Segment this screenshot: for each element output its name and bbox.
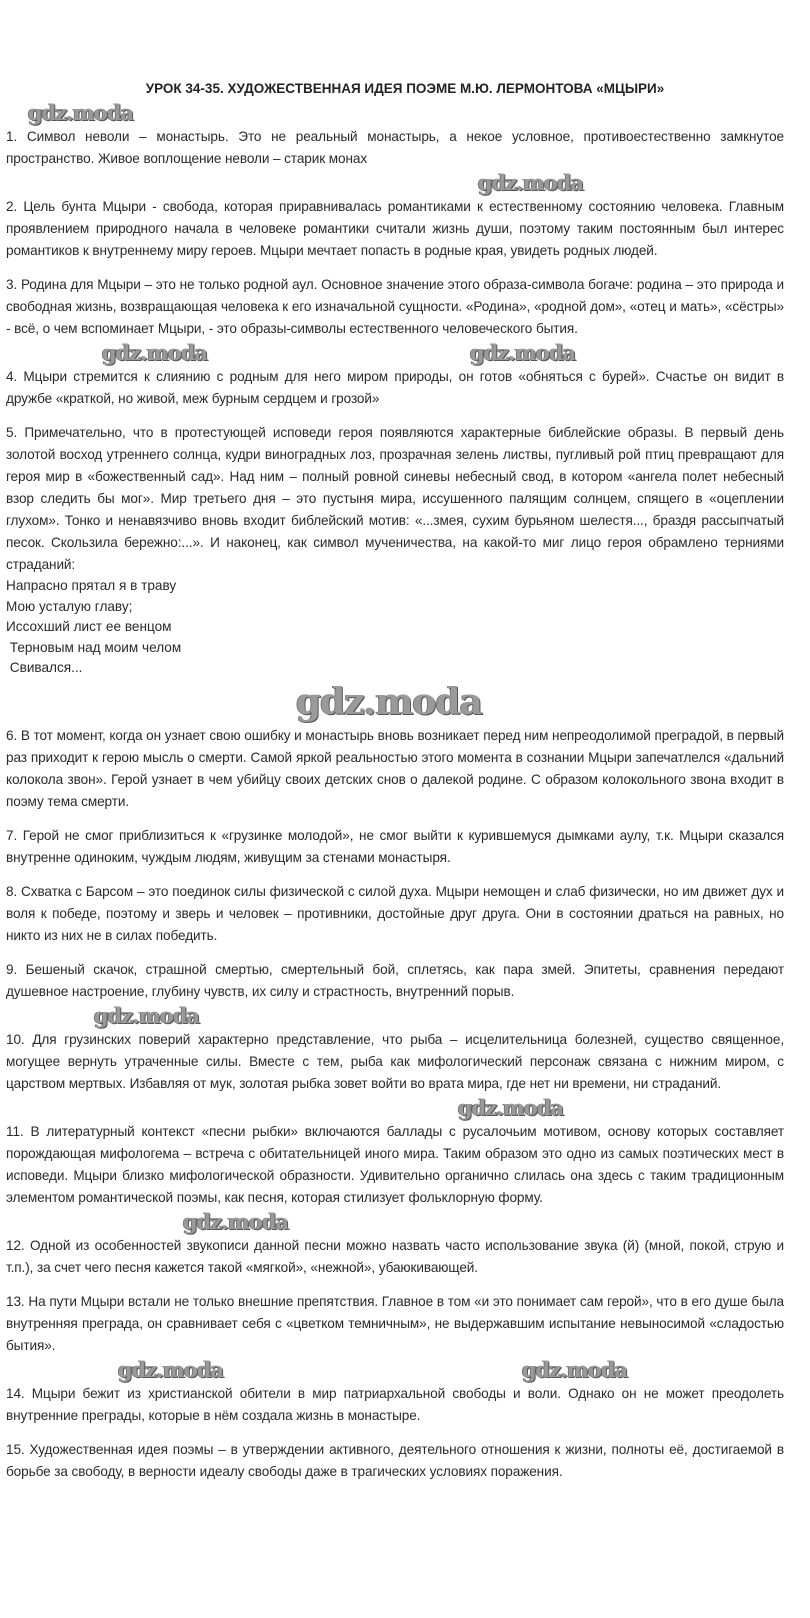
watermark-row — [6, 1209, 784, 1235]
paragraph-4: 4. Мцыри стремится к слиянию с родным для него миром природы, он готов «обняться с бурей». Счастье он видит в дружбе «краткой, но живой, меж бурным сердцем и грозой» — [6, 369, 784, 406]
poem-quote — [6, 576, 784, 679]
paragraph-9: 9. Бешеный скачок, страшной смертью, смертельный бой, сплетясь, как пара змей. Эпитеты, сравнения передают душевное настроение, глубину чувств, их силу и страстность, внутренний порыв. — [6, 961, 784, 999]
watermark: gdz.moda — [118, 1356, 224, 1382]
paragraph-8: 8. Схватка с Барсом – это поединок силы физической с силой духа. Мцыри немощен и слаб физически, но им движет дух и воля к победе, поэтому и зверь и человек – противники, достойные друг друга. Они в состоянии драться на равных, но никто из них не в силах победить. — [6, 883, 784, 943]
poem-line: Свивался... — [6, 660, 83, 675]
paragraph-3: 3. Родина для Мцыри – это не только родной аул. Основное значение этого образа-символа богаче: родина – это природа и свободная жизнь, возвращающая человека к его изначальной сущности. «Родина», «родной дом», «отец и мать», «сёстры» - всё, о чем вспоминает Мцыри, - это образы-символы естественного человеческого бытия. — [6, 277, 784, 336]
paragraph-5: 5. Примечательно, что в протестующей исповеди героя появляются характерные библейские образы. В первый день золотой восход утреннего солнца, кудри виноградных лоз, прозрачная зелень листвы, пугливый рой птиц превращают для героя мир в «божественный сад». Над ним – полный ровной синевы небесный свод, в котором «ангела полет небесный взор следить бы мог». Мир третьего дня – это пустыня мира, иссушенного палящим солнцем, спящего в «оцеплении глухом». Тонко и ненавязчиво вновь входит библейский мотив: «...змея, сухим бурьяном шелестя..., браздя рассыпчатый песок. Скользила бережно:...». И наконец, как символ мученичества, на какой-то миг лицо героя обрамлено терниями страданий: — [6, 425, 784, 572]
paragraph-1: 1. Символ неволи – монастырь. Это не реальный монастырь, а некое условное, противоестественно замкнутое пространство. Живое воплощение неволи – старик монах — [6, 129, 784, 166]
paragraph-15: 15. Художественная идея поэмы – в утверждении активного, деятельного отношения к жизни, полноты её, достигаемой в борьбе за свободу, в верности идеалу свободы даже в трагических условиях поражения. — [6, 1441, 784, 1479]
watermark: gdz.moda — [94, 1002, 200, 1028]
paragraph-13: 13. На пути Мцыри встали не только внешние препятствия. Главное в том «и это понимает сам герой», что в его душе была внутренняя преграда, он сравнивает себя с «цветком темничным», не выдержавшим испытание невыносимой «сладостью бытия». — [6, 1293, 784, 1353]
watermark-row — [6, 170, 784, 196]
watermark-row — [6, 1095, 784, 1121]
watermark-row — [6, 100, 784, 126]
paragraph-7: 7. Герой не смог приблизиться к «грузинке молодой», не смог выйти к курившемуся дымками аулу, т.к. Мцыри сказался внутренне одиноким, чуждым людям, живущим за стенами монастыря. — [6, 827, 784, 865]
watermark: gdz.moda — [183, 1208, 289, 1234]
watermark: gdz.moda — [102, 340, 208, 365]
page-title: УРОК 34-35. ХУДОЖЕСТВЕННАЯ ИДЕЯ ПОЭМЕ М.Ю. ЛЕРМОНТОВА «МЦЫРИ» — [145, 81, 665, 96]
watermark: gdz.moda — [296, 680, 482, 723]
paragraph-2: 2. Цель бунта Мцыри - свобода, которая приравнивалась романтиками к естественному состоянию человека. Главным проявлением природного начала в человеке романтики считали жизнь души, поэтому таким постоянным был интерес романтиков к внутреннему миру героев. Мцыри мечтает попасть в родные края, увидеть родных людей. — [6, 199, 784, 258]
poem-line: Терновым над моим челом — [6, 639, 182, 655]
paragraph-14: 14. Мцыри бежит из христианской обители в мир патриархальной свободы и воли. Однако он не может преодолеть внутренние преграды, которые в нём создала жизнь в монастыре. — [6, 1385, 784, 1423]
paragraph-6: 6. В тот момент, когда он узнает свою ошибку и монастырь вновь возникает перед ним непреодолимой преградой, в первый раз приходит к герою мысль о смерти. Самой яркой реальностью этого момента в сознании Мцыри запечатлелся «дальний колокола звон». Герой узнает в чем убийцу своих детских снов о далекой родине. С образом колокольного звона входит в поэму тема смерти. — [6, 727, 784, 809]
document-body — [6, 100, 784, 1483]
watermark-row — [6, 1003, 784, 1029]
watermark-row — [6, 1357, 784, 1383]
poem-line: Иссохший лист ее венцом — [6, 619, 172, 634]
watermark-row — [6, 679, 784, 725]
poem-line: Мою усталую главу; — [6, 598, 133, 614]
watermark: gdz.moda — [458, 1094, 564, 1120]
watermark: gdz.moda — [28, 100, 134, 125]
paragraph-11: 11. В литературный контекст «песни рыбки» включаются баллады с русалочьим мотивом, основу которых составляет порождающая мифологема – встреча с обитательницей иного мира. Таким образом это одно из самых поэтических мест в исповеди. Мцыри близко мифологической образности. Удивительно органично слилась она здесь с таким традиционным элементом романтической поэмы, как песня, которая стилизует фольклорную форму. — [6, 1123, 784, 1205]
watermark-row — [6, 340, 784, 366]
paragraph-12: 12. Одной из особенностей звукописи данной песни можно назвать часто использование звука (й) (мной, покой, струю и т.п.), за счет чего песня кажется такой «мягкой», «нежной», убаюкивающей. — [6, 1237, 784, 1275]
paragraph-10: 10. Для грузинских поверий характерно представление, что рыба – исцелительница болезней, существо священное, могущее вернуть утраченные силы. Вместе с тем, рыба как мифологический персонаж связана с нижним миром, с царством мертвых. Избавляя от мук, золотая рыбка зовет войти во врата мира, где нет ни времени, ни страданий. — [6, 1031, 784, 1091]
watermark: gdz.moda — [470, 340, 576, 365]
watermark: gdz.moda — [522, 1356, 628, 1382]
watermark: gdz.moda — [478, 170, 584, 195]
poem-line: Напрасно прятал я в траву — [6, 578, 177, 593]
